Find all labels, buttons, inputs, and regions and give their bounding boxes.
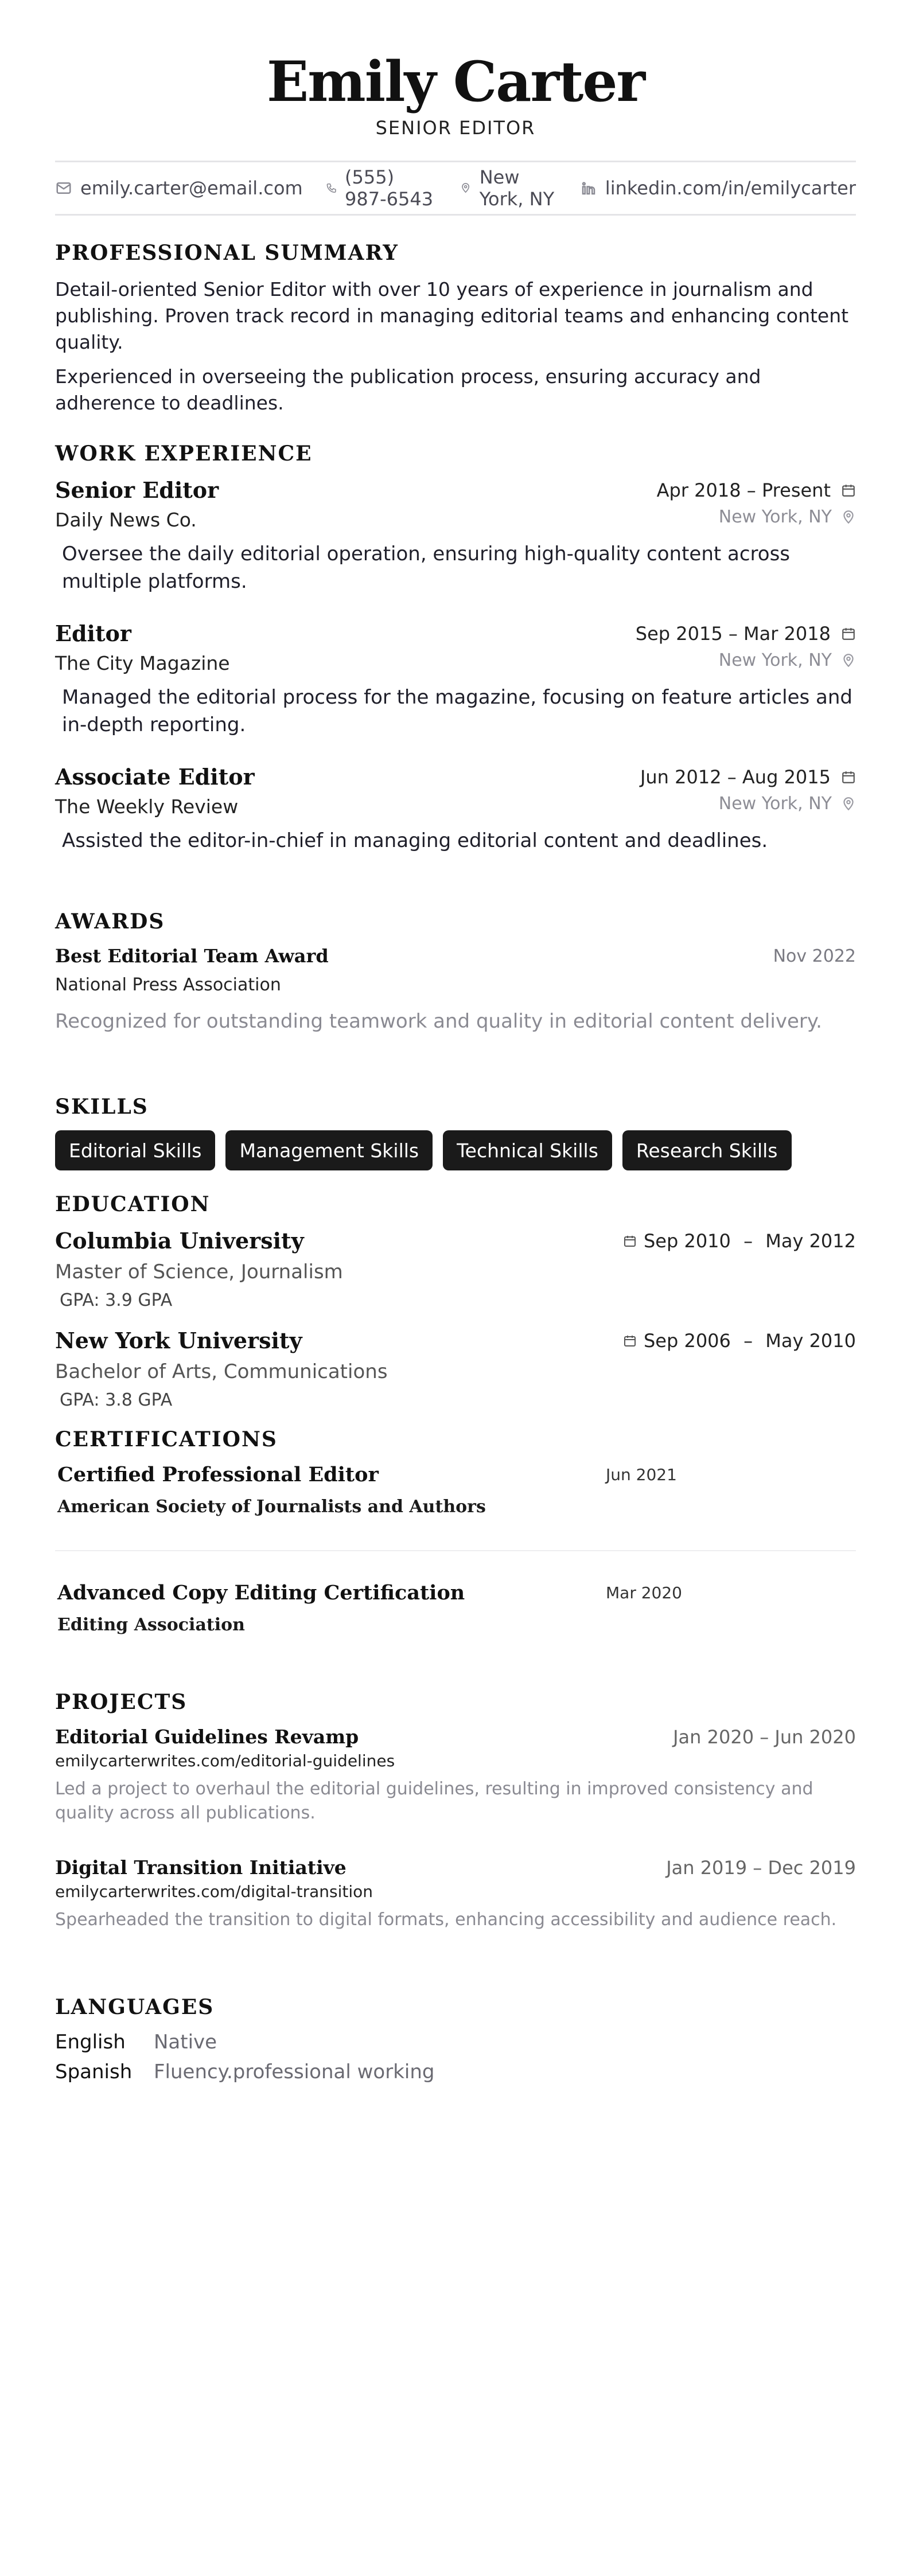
award-description: Recognized for outstanding teamwork and quality in editorial content delivery. bbox=[55, 1010, 822, 1033]
project-entry bbox=[55, 1856, 856, 1932]
education-entry bbox=[55, 1328, 856, 1410]
calendar-icon bbox=[623, 1334, 637, 1348]
skills-heading: SKILLS bbox=[55, 1095, 149, 1119]
award-title: Best Editorial Team Award bbox=[55, 945, 329, 967]
certification-date: Jun 2021 bbox=[606, 1465, 677, 1484]
candidate-name: Emily Carter bbox=[266, 49, 645, 114]
education-start: Sep 2006 bbox=[643, 1329, 731, 1352]
contact-bar bbox=[55, 161, 856, 216]
project-description: Spearheaded the transition to digital formats, enhancing accessibility and audience reach. bbox=[55, 1910, 837, 1930]
project-link[interactable]: emilycarterwrites.com/editorial-guidelines bbox=[55, 1751, 395, 1770]
certifications-section bbox=[55, 1427, 856, 1635]
map-pin-icon bbox=[841, 797, 856, 811]
job-location-text: New York, NY bbox=[718, 650, 832, 670]
contact-phone[interactable] bbox=[326, 166, 438, 210]
education-start: Sep 2010 bbox=[643, 1230, 731, 1252]
calendar-icon bbox=[841, 770, 856, 784]
job-dates-text: Apr 2018 – Present bbox=[656, 479, 831, 501]
job-entry bbox=[55, 477, 856, 595]
project-description: Led a project to overhaul the editorial guidelines, resulting in improved consistency and quality across all publications. bbox=[55, 1779, 813, 1823]
map-pin-icon bbox=[460, 179, 471, 197]
languages-section bbox=[55, 1995, 856, 2083]
gpa-value: 3.8 GPA bbox=[105, 1390, 173, 1410]
job-company: The Weekly Review bbox=[55, 795, 239, 818]
skill-chip: Technical Skills bbox=[443, 1130, 612, 1170]
job-dates bbox=[636, 623, 856, 645]
job-entry bbox=[55, 764, 856, 854]
skill-chip: Research Skills bbox=[622, 1130, 792, 1170]
awards-heading: AWARDS bbox=[55, 910, 165, 934]
resume-header bbox=[55, 0, 856, 139]
contact-linkedin[interactable] bbox=[580, 177, 856, 199]
job-title: Senior Editor bbox=[55, 477, 219, 503]
contact-email-text: emily.carter@email.com bbox=[80, 177, 303, 199]
linkedin-icon bbox=[580, 179, 597, 197]
certifications-heading: CERTIFICATIONS bbox=[55, 1427, 278, 1451]
award-date: Nov 2022 bbox=[773, 946, 856, 966]
job-dates bbox=[640, 766, 856, 788]
education-end: May 2012 bbox=[765, 1230, 856, 1252]
job-description: Managed the editorial process for the magazine, focusing on feature articles and in-depth reporting. bbox=[62, 686, 852, 736]
projects-section bbox=[55, 1690, 856, 1932]
education-section bbox=[55, 1192, 856, 1410]
education-entry bbox=[55, 1228, 856, 1310]
project-title: Digital Transition Initiative bbox=[55, 1856, 347, 1879]
certification-name: Certified Professional Editor bbox=[57, 1463, 379, 1486]
education-gpa bbox=[55, 1390, 856, 1410]
summary-heading: PROFESSIONAL SUMMARY bbox=[55, 241, 399, 265]
contact-email[interactable] bbox=[55, 177, 303, 199]
certification-org: American Society of Journalists and Authors bbox=[57, 1497, 486, 1517]
map-pin-icon bbox=[841, 510, 856, 525]
education-school: Columbia University bbox=[55, 1228, 304, 1254]
job-entry bbox=[55, 620, 856, 739]
project-dates: Jan 2019 – Dec 2019 bbox=[666, 1856, 856, 1879]
award-issuer: National Press Association bbox=[55, 975, 281, 995]
certification-entry bbox=[55, 1463, 856, 1517]
divider bbox=[55, 1550, 856, 1551]
skills-section bbox=[55, 1095, 856, 1170]
language-level: Fluency.professional working bbox=[154, 2060, 435, 2083]
contact-location bbox=[460, 166, 556, 210]
language-name: English bbox=[55, 2031, 126, 2054]
calendar-icon bbox=[841, 626, 856, 641]
experience-section bbox=[55, 442, 856, 854]
mail-icon bbox=[55, 179, 72, 197]
job-dates-text: Sep 2015 – Mar 2018 bbox=[635, 622, 831, 645]
summary-section bbox=[55, 241, 856, 416]
skill-chip: Editorial Skills bbox=[55, 1130, 215, 1170]
job-description: Assisted the editor-in-chief in managing editorial content and deadlines. bbox=[62, 829, 768, 852]
project-link[interactable]: emilycarterwrites.com/digital-transition bbox=[55, 1882, 373, 1901]
language-entry bbox=[55, 2031, 856, 2054]
job-company: Daily News Co. bbox=[55, 509, 197, 531]
date-separator: – bbox=[737, 1230, 759, 1252]
education-degree: Bachelor of Arts, Communications bbox=[55, 1360, 388, 1383]
skill-chip: Management Skills bbox=[225, 1130, 433, 1170]
contact-location-text: New York, NY bbox=[479, 166, 555, 210]
gpa-label: GPA: bbox=[60, 1290, 100, 1310]
job-location bbox=[719, 794, 856, 814]
education-dates bbox=[623, 1330, 856, 1352]
education-gpa bbox=[55, 1290, 856, 1310]
summary-paragraph: Detail-oriented Senior Editor with over 10 years of experience in journalism and publishing. Proven track record in managing editorial teams and enhancing content quality. bbox=[55, 278, 849, 353]
language-level: Native bbox=[154, 2031, 217, 2054]
gpa-value: 3.9 GPA bbox=[105, 1290, 173, 1310]
date-separator: – bbox=[737, 1329, 759, 1352]
contact-phone-text: (555) 987-6543 bbox=[345, 166, 434, 210]
job-location bbox=[719, 650, 856, 670]
education-heading: EDUCATION bbox=[55, 1192, 211, 1216]
phone-icon bbox=[326, 179, 337, 197]
gpa-label: GPA: bbox=[60, 1390, 100, 1410]
projects-heading: PROJECTS bbox=[55, 1690, 188, 1714]
education-degree: Master of Science, Journalism bbox=[55, 1260, 343, 1283]
awards-section bbox=[55, 910, 856, 1033]
skills-list bbox=[55, 1130, 856, 1170]
education-end: May 2010 bbox=[765, 1329, 856, 1352]
language-name: Spanish bbox=[55, 2060, 133, 2083]
certification-entry bbox=[55, 1581, 856, 1635]
certification-org: Editing Association bbox=[57, 1615, 245, 1635]
experience-heading: WORK EXPERIENCE bbox=[55, 442, 313, 466]
summary-paragraph: Experienced in overseeing the publication process, ensuring accuracy and adherence to deadlines. bbox=[55, 365, 761, 414]
languages-heading: LANGUAGES bbox=[55, 1995, 215, 2019]
project-entry bbox=[55, 1726, 856, 1825]
job-location-text: New York, NY bbox=[718, 794, 832, 814]
map-pin-icon bbox=[841, 653, 856, 668]
project-title: Editorial Guidelines Revamp bbox=[55, 1726, 359, 1748]
project-dates: Jan 2020 – Jun 2020 bbox=[673, 1726, 856, 1748]
job-dates-text: Jun 2012 – Aug 2015 bbox=[640, 766, 831, 788]
calendar-icon bbox=[841, 483, 856, 498]
contact-linkedin-text: linkedin.com/in/emilycarter bbox=[605, 177, 856, 199]
candidate-title: SENIOR EDITOR bbox=[375, 117, 536, 139]
job-location bbox=[719, 507, 856, 527]
job-description: Oversee the daily editorial operation, ensuring high-quality content across multiple platforms. bbox=[62, 542, 791, 593]
job-dates bbox=[657, 479, 856, 501]
certification-name: Advanced Copy Editing Certification bbox=[57, 1581, 465, 1605]
education-school: New York University bbox=[55, 1328, 302, 1353]
job-location-text: New York, NY bbox=[718, 507, 832, 527]
education-dates bbox=[623, 1230, 856, 1252]
job-title: Associate Editor bbox=[55, 764, 255, 790]
calendar-icon bbox=[623, 1234, 637, 1248]
job-title: Editor bbox=[55, 620, 131, 646]
certification-date: Mar 2020 bbox=[606, 1583, 682, 1602]
language-entry bbox=[55, 2060, 856, 2083]
job-company: The City Magazine bbox=[55, 652, 230, 674]
